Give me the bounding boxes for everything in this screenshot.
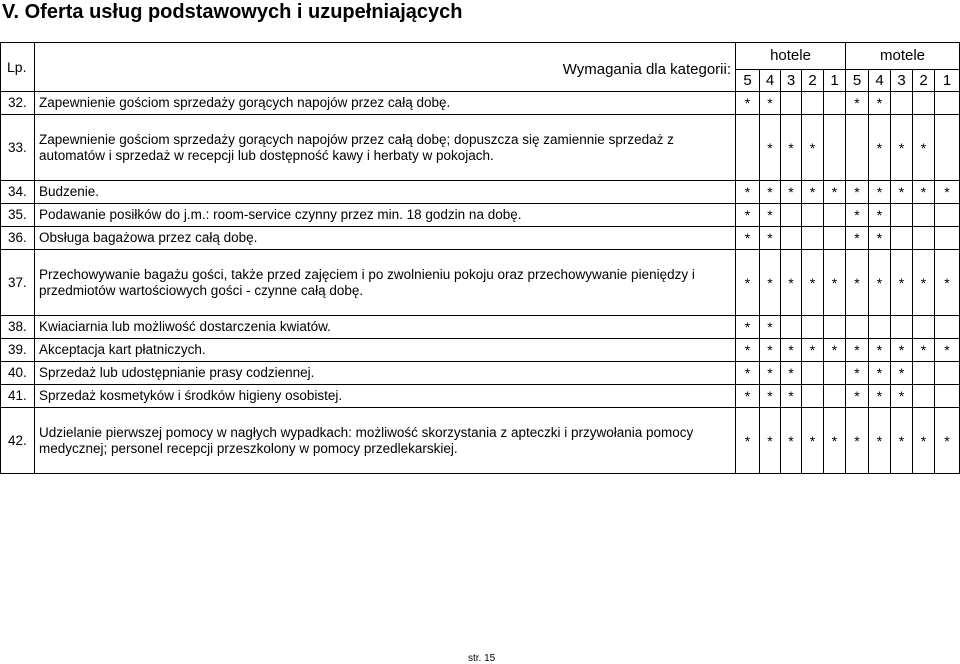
category-mark: [802, 227, 824, 250]
table-row: [1, 408, 960, 474]
category-mark: *: [869, 204, 891, 227]
row-number: 34.: [1, 181, 35, 204]
category-mark: *: [935, 339, 960, 362]
category-mark: *: [869, 385, 891, 408]
category-mark: *: [736, 181, 760, 204]
category-mark: [802, 92, 824, 115]
category-mark: *: [802, 250, 824, 316]
category-mark: [736, 115, 760, 181]
category-mark: *: [760, 227, 781, 250]
category-mark: *: [891, 181, 913, 204]
category-mark: [802, 362, 824, 385]
category-mark: *: [802, 115, 824, 181]
category-mark: *: [869, 181, 891, 204]
category-number: 1: [824, 70, 846, 92]
category-mark: [935, 227, 960, 250]
category-mark: [781, 227, 802, 250]
category-mark: [913, 92, 935, 115]
category-mark: *: [935, 408, 960, 474]
category-mark: *: [781, 115, 802, 181]
category-mark: *: [824, 181, 846, 204]
category-mark: *: [913, 339, 935, 362]
row-number: 36.: [1, 227, 35, 250]
category-mark: [824, 227, 846, 250]
header-row-categories: [1, 43, 960, 70]
category-mark: *: [869, 408, 891, 474]
category-mark: [913, 362, 935, 385]
category-mark: *: [802, 339, 824, 362]
category-mark: *: [781, 362, 802, 385]
category-mark: *: [846, 362, 869, 385]
category-mark: *: [781, 408, 802, 474]
category-mark: *: [760, 316, 781, 339]
category-number: 2: [802, 70, 824, 92]
document-heading: V. Oferta usług podstawowych i uzupełniających: [2, 1, 463, 23]
requirement-text: Budzenie.: [35, 181, 736, 204]
category-mark: *: [913, 408, 935, 474]
category-mark: *: [736, 92, 760, 115]
category-mark: *: [760, 92, 781, 115]
category-mark: *: [891, 115, 913, 181]
category-mark: *: [846, 250, 869, 316]
category-mark: *: [736, 250, 760, 316]
table-row: [1, 227, 960, 250]
category-mark: [891, 316, 913, 339]
requirement-text: Zapewnienie gościom sprzedaży gorących napojów przez całą dobę; dopuszcza się zamiennie sprzedaż z automatów i sprzedaż w recepcji lub dostępność kawy i herbaty w pokojach.: [35, 115, 736, 181]
category-mark: *: [869, 339, 891, 362]
category-mark: *: [736, 339, 760, 362]
requirement-text: Zapewnienie gościom sprzedaży gorących napojów przez całą dobę.: [35, 92, 736, 115]
category-mark: [781, 92, 802, 115]
motels-header: motele: [846, 43, 960, 70]
category-mark: *: [891, 408, 913, 474]
category-mark: *: [760, 362, 781, 385]
category-mark: [781, 316, 802, 339]
table-row: [1, 204, 960, 227]
category-mark: *: [913, 115, 935, 181]
requirement-text: Obsługa bagażowa przez całą dobę.: [35, 227, 736, 250]
category-mark: *: [760, 204, 781, 227]
category-mark: *: [824, 408, 846, 474]
category-mark: [824, 92, 846, 115]
category-mark: [913, 204, 935, 227]
table-row: [1, 250, 960, 316]
category-mark: [891, 92, 913, 115]
category-number: 5: [736, 70, 760, 92]
requirements-header: Wymagania dla kategorii:: [35, 43, 736, 92]
category-mark: *: [781, 385, 802, 408]
category-mark: *: [846, 339, 869, 362]
category-mark: [913, 227, 935, 250]
category-number: 3: [891, 70, 913, 92]
table-row: [1, 181, 960, 204]
category-number: 4: [869, 70, 891, 92]
requirement-text: Sprzedaż kosmetyków i środków higieny osobistej.: [35, 385, 736, 408]
category-mark: [869, 316, 891, 339]
category-mark: *: [891, 362, 913, 385]
category-mark: *: [846, 385, 869, 408]
category-mark: *: [869, 250, 891, 316]
category-mark: [935, 385, 960, 408]
category-mark: [891, 204, 913, 227]
category-mark: *: [891, 385, 913, 408]
category-mark: [824, 316, 846, 339]
row-number: 38.: [1, 316, 35, 339]
requirement-text: Udzielanie pierwszej pomocy w nagłych wypadkach: możliwość skorzystania z apteczki i przywołania pomocy medycznej; personel recepcji przeszkolony w pomocy przedlekarskiej.: [35, 408, 736, 474]
category-mark: *: [913, 250, 935, 316]
category-number: 5: [846, 70, 869, 92]
category-mark: *: [846, 408, 869, 474]
category-mark: *: [802, 181, 824, 204]
category-mark: *: [846, 204, 869, 227]
category-mark: *: [760, 115, 781, 181]
requirement-text: Przechowywanie bagażu gości, także przed zajęciem i po zwolnieniu pokoju oraz przechowywanie pieniędzy i przedmiotów wartościowych gości - czynne całą dobę.: [35, 250, 736, 316]
table-row: [1, 385, 960, 408]
category-mark: *: [891, 339, 913, 362]
category-mark: *: [935, 181, 960, 204]
category-mark: [935, 115, 960, 181]
category-mark: *: [760, 250, 781, 316]
category-mark: *: [869, 115, 891, 181]
category-mark: *: [802, 408, 824, 474]
category-mark: [781, 204, 802, 227]
category-mark: *: [736, 316, 760, 339]
category-mark: [935, 316, 960, 339]
category-mark: [935, 204, 960, 227]
category-mark: *: [781, 250, 802, 316]
category-mark: *: [760, 408, 781, 474]
category-mark: [935, 362, 960, 385]
category-mark: [913, 316, 935, 339]
category-mark: [846, 115, 869, 181]
row-number: 42.: [1, 408, 35, 474]
requirement-text: Sprzedaż lub udostępnianie prasy codziennej.: [35, 362, 736, 385]
category-number: 2: [913, 70, 935, 92]
category-mark: [846, 316, 869, 339]
category-mark: *: [891, 250, 913, 316]
requirement-text: Akceptacja kart płatniczych.: [35, 339, 736, 362]
category-mark: [913, 385, 935, 408]
category-mark: *: [736, 362, 760, 385]
row-number: 39.: [1, 339, 35, 362]
category-mark: *: [869, 92, 891, 115]
category-mark: [824, 385, 846, 408]
row-number: 37.: [1, 250, 35, 316]
category-mark: *: [736, 385, 760, 408]
category-mark: [824, 115, 846, 181]
hotels-header: hotele: [736, 43, 846, 70]
row-number: 35.: [1, 204, 35, 227]
category-mark: *: [781, 181, 802, 204]
category-mark: [824, 362, 846, 385]
requirement-text: Podawanie posiłków do j.m.: room-service czynny przez min. 18 godzin na dobę.: [35, 204, 736, 227]
category-mark: [891, 227, 913, 250]
table-row: [1, 92, 960, 115]
category-mark: *: [824, 339, 846, 362]
page-number: str. 15: [468, 653, 496, 664]
category-mark: [802, 204, 824, 227]
category-mark: [802, 316, 824, 339]
category-number: 3: [781, 70, 802, 92]
row-number: 40.: [1, 362, 35, 385]
category-number: 1: [935, 70, 960, 92]
row-number: 33.: [1, 115, 35, 181]
category-mark: *: [935, 250, 960, 316]
category-mark: *: [736, 408, 760, 474]
category-mark: [935, 92, 960, 115]
row-number: 32.: [1, 92, 35, 115]
category-mark: *: [846, 181, 869, 204]
category-mark: *: [869, 362, 891, 385]
table-row: [1, 362, 960, 385]
table-row: [1, 339, 960, 362]
category-number: 4: [760, 70, 781, 92]
row-number: 41.: [1, 385, 35, 408]
category-mark: [824, 204, 846, 227]
category-mark: *: [736, 227, 760, 250]
category-mark: *: [781, 339, 802, 362]
category-mark: *: [869, 227, 891, 250]
category-mark: *: [736, 204, 760, 227]
requirement-text: Kwiaciarnia lub możliwość dostarczenia kwiatów.: [35, 316, 736, 339]
category-mark: *: [824, 250, 846, 316]
category-mark: *: [760, 339, 781, 362]
lp-header: Lp.: [1, 43, 35, 92]
category-mark: *: [760, 181, 781, 204]
table-row: [1, 316, 960, 339]
category-mark: *: [760, 385, 781, 408]
category-mark: [802, 385, 824, 408]
category-mark: *: [913, 181, 935, 204]
services-table: [0, 42, 960, 474]
category-mark: *: [846, 92, 869, 115]
table-row: [1, 115, 960, 181]
category-mark: *: [846, 227, 869, 250]
